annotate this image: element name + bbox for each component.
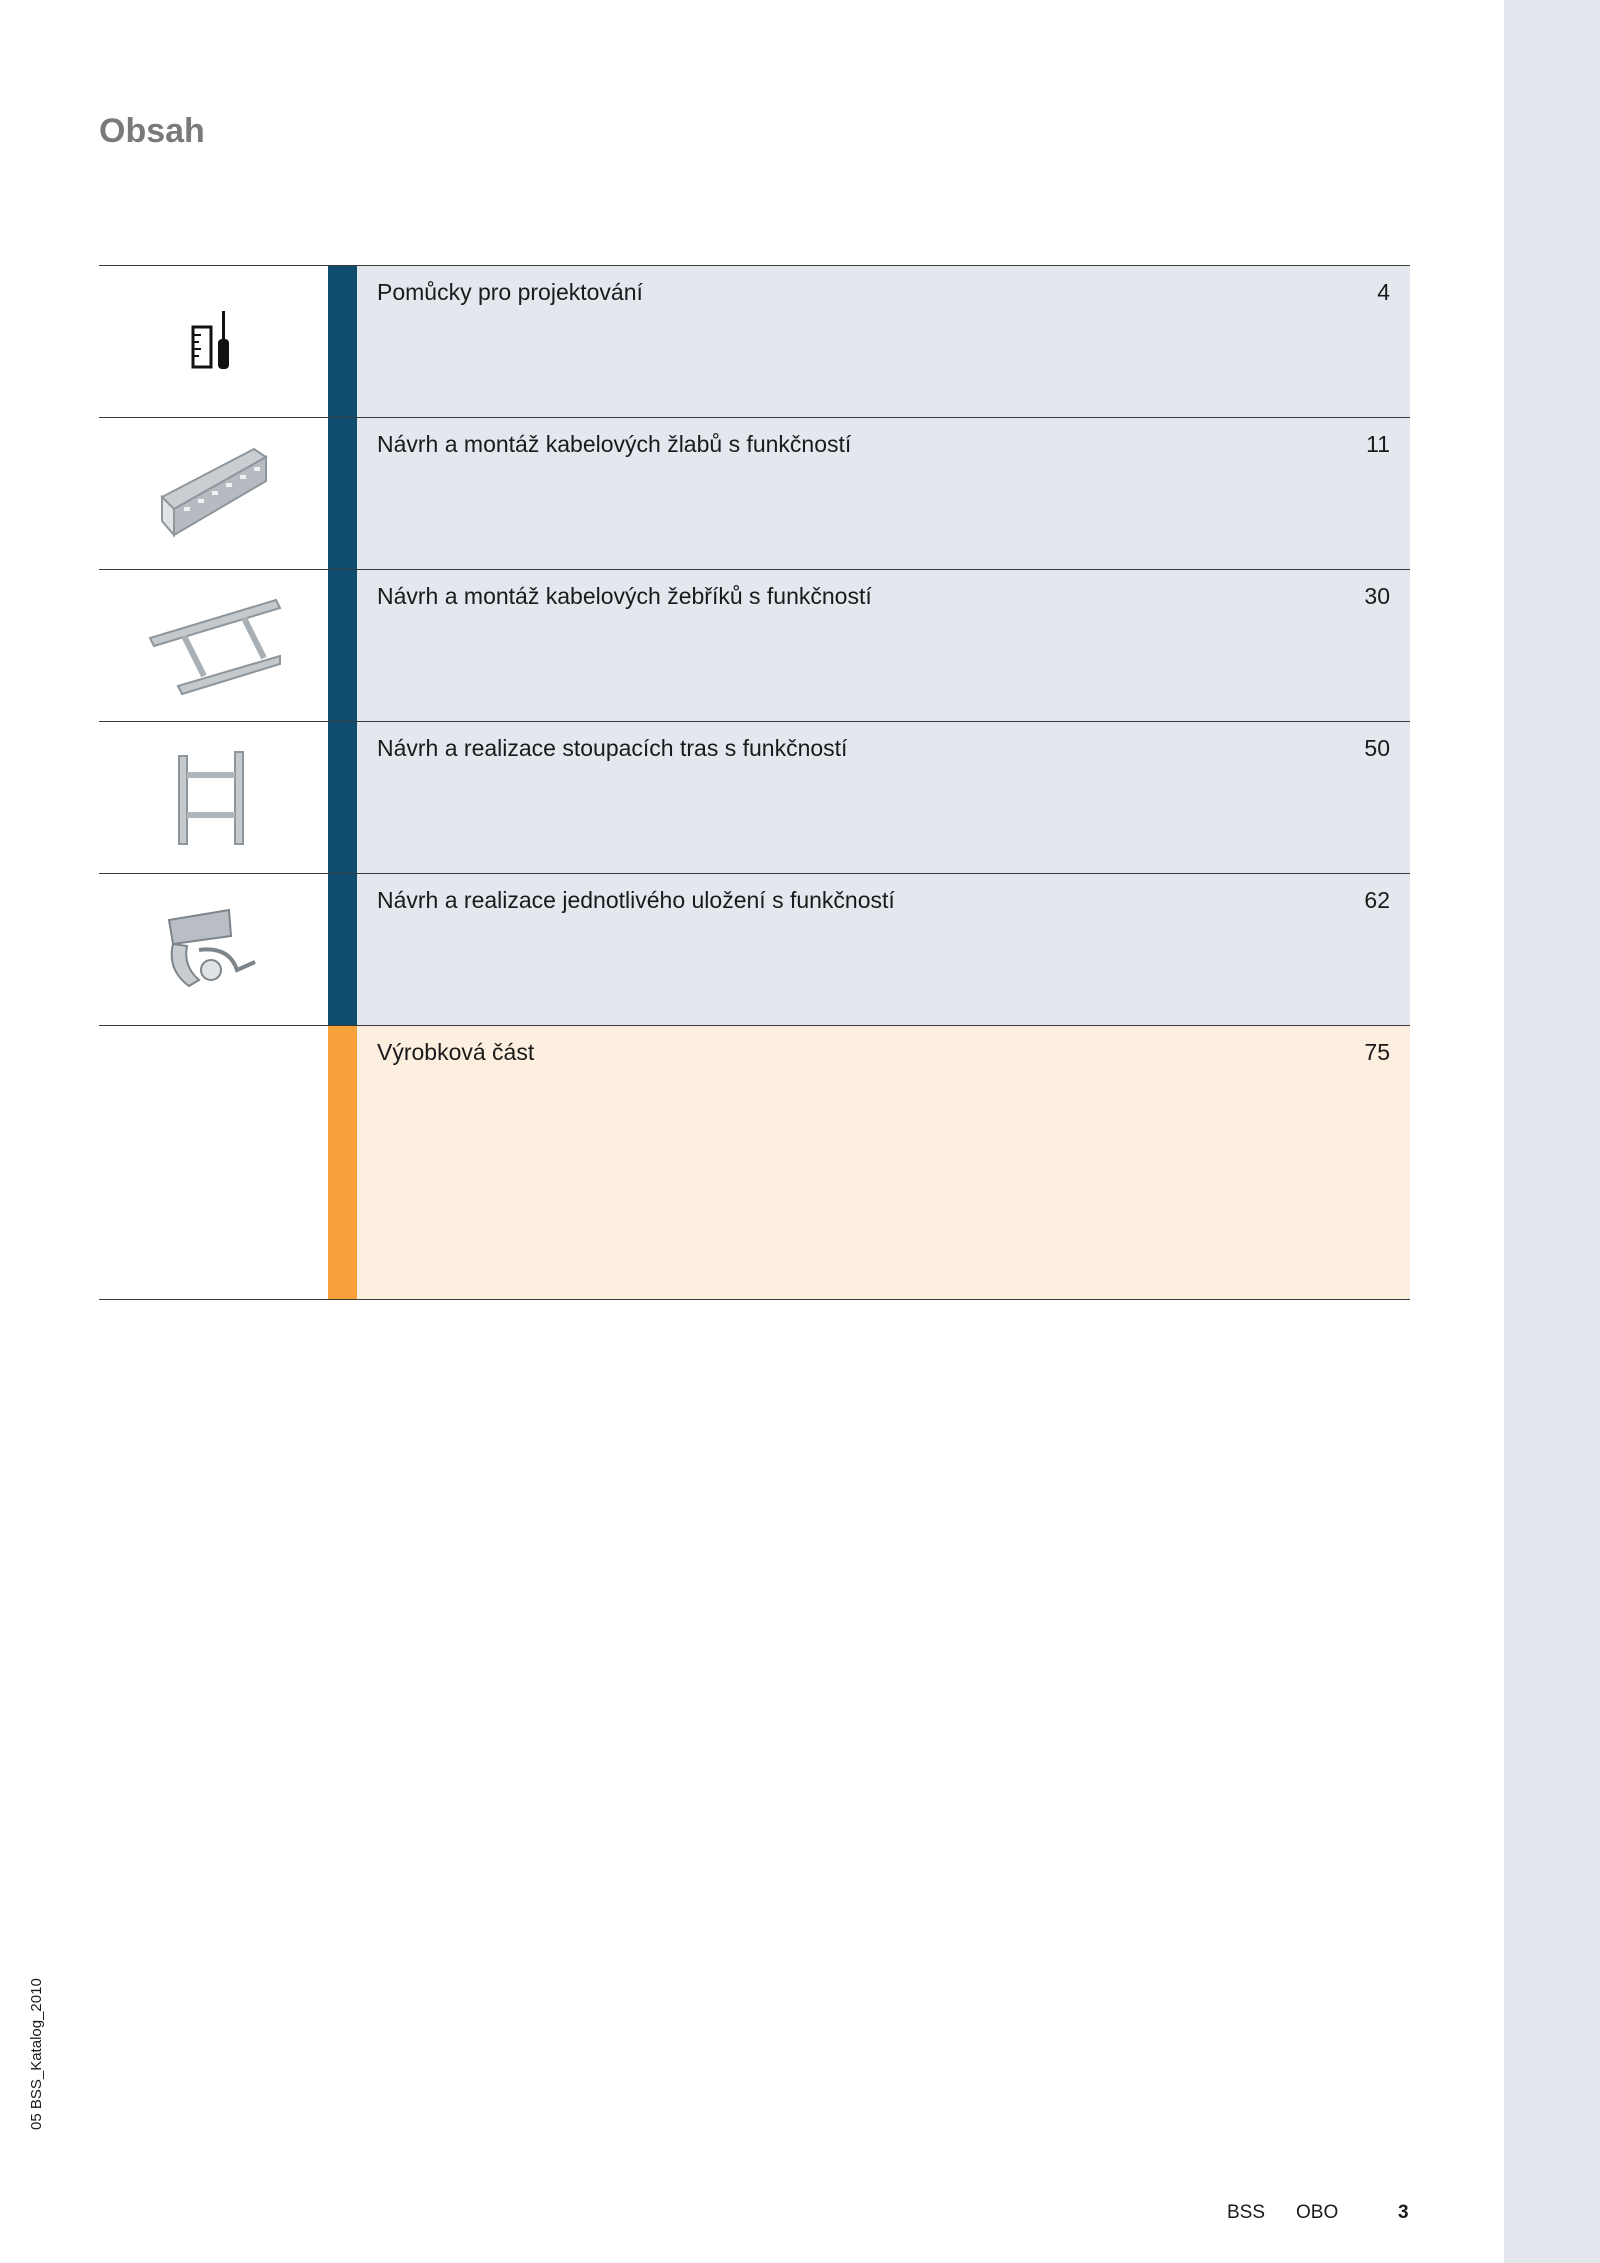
table-of-contents [99,265,1410,1300]
toc-row-title[interactable]: Návrh a realizace stoupacích tras s funkčností [377,735,848,761]
toc-row-cable-trays[interactable] [99,418,1410,570]
footer-brand-bss: BSS [1227,2202,1266,2223]
toc-icon-cell [99,418,328,569]
section-accent-bar [328,874,357,1025]
cable-ladder-icon [144,596,284,696]
cable-tray-icon [154,439,274,549]
toc-row-page[interactable]: 75 [1364,1039,1390,1065]
toc-row-page[interactable]: 4 [1377,279,1390,305]
product-accent-bar [328,1026,357,1299]
toc-row-content [357,1026,1410,1299]
section-accent-bar [328,722,357,873]
section-accent-bar [328,266,357,417]
footer-brand-obo: OBO [1296,2202,1339,2223]
toc-row-content [357,266,1410,417]
ruler-screwdriver-icon [189,307,239,377]
toc-row-page[interactable]: 62 [1364,887,1390,913]
section-accent-bar [328,418,357,569]
toc-row-title[interactable]: Návrh a montáž kabelových žlabů s funkčností [377,431,852,457]
toc-row-title[interactable]: Návrh a realizace jednotlivého uložení s funkčností [377,887,895,913]
toc-icon-cell [99,1026,328,1299]
toc-row-title[interactable]: Výrobková část [377,1039,535,1065]
toc-row-cable-ladders[interactable] [99,570,1410,722]
toc-row-planning-aids[interactable] [99,266,1410,418]
toc-row-page[interactable]: 50 [1364,735,1390,761]
toc-row-content [357,722,1410,873]
vertical-ladder-icon [169,748,259,848]
toc-row-content [357,418,1410,569]
toc-icon-cell [99,266,328,417]
page-title: Obsah [99,112,205,150]
clamp-bracket-icon [159,900,269,1000]
toc-row-page[interactable]: 30 [1364,583,1390,609]
toc-icon-cell [99,874,328,1025]
section-accent-bar [328,570,357,721]
toc-row-product-section[interactable] [99,1026,1410,1300]
toc-row-content [357,874,1410,1025]
toc-row-page[interactable]: 11 [1366,431,1390,457]
toc-row-title[interactable]: Návrh a montáž kabelových žebříků s funkčností [377,583,872,609]
catalog-code: 05 BSS_Katalog_2010 [28,1978,45,2130]
toc-row-content [357,570,1410,721]
toc-row-riser-routes[interactable] [99,722,1410,874]
toc-icon-cell [99,570,328,721]
footer-page-number: 3 [1398,2202,1409,2223]
toc-row-title[interactable]: Pomůcky pro projektování [377,279,643,305]
right-side-strip [1504,0,1600,2263]
toc-icon-cell [99,722,328,873]
toc-row-single-mounting[interactable] [99,874,1410,1026]
